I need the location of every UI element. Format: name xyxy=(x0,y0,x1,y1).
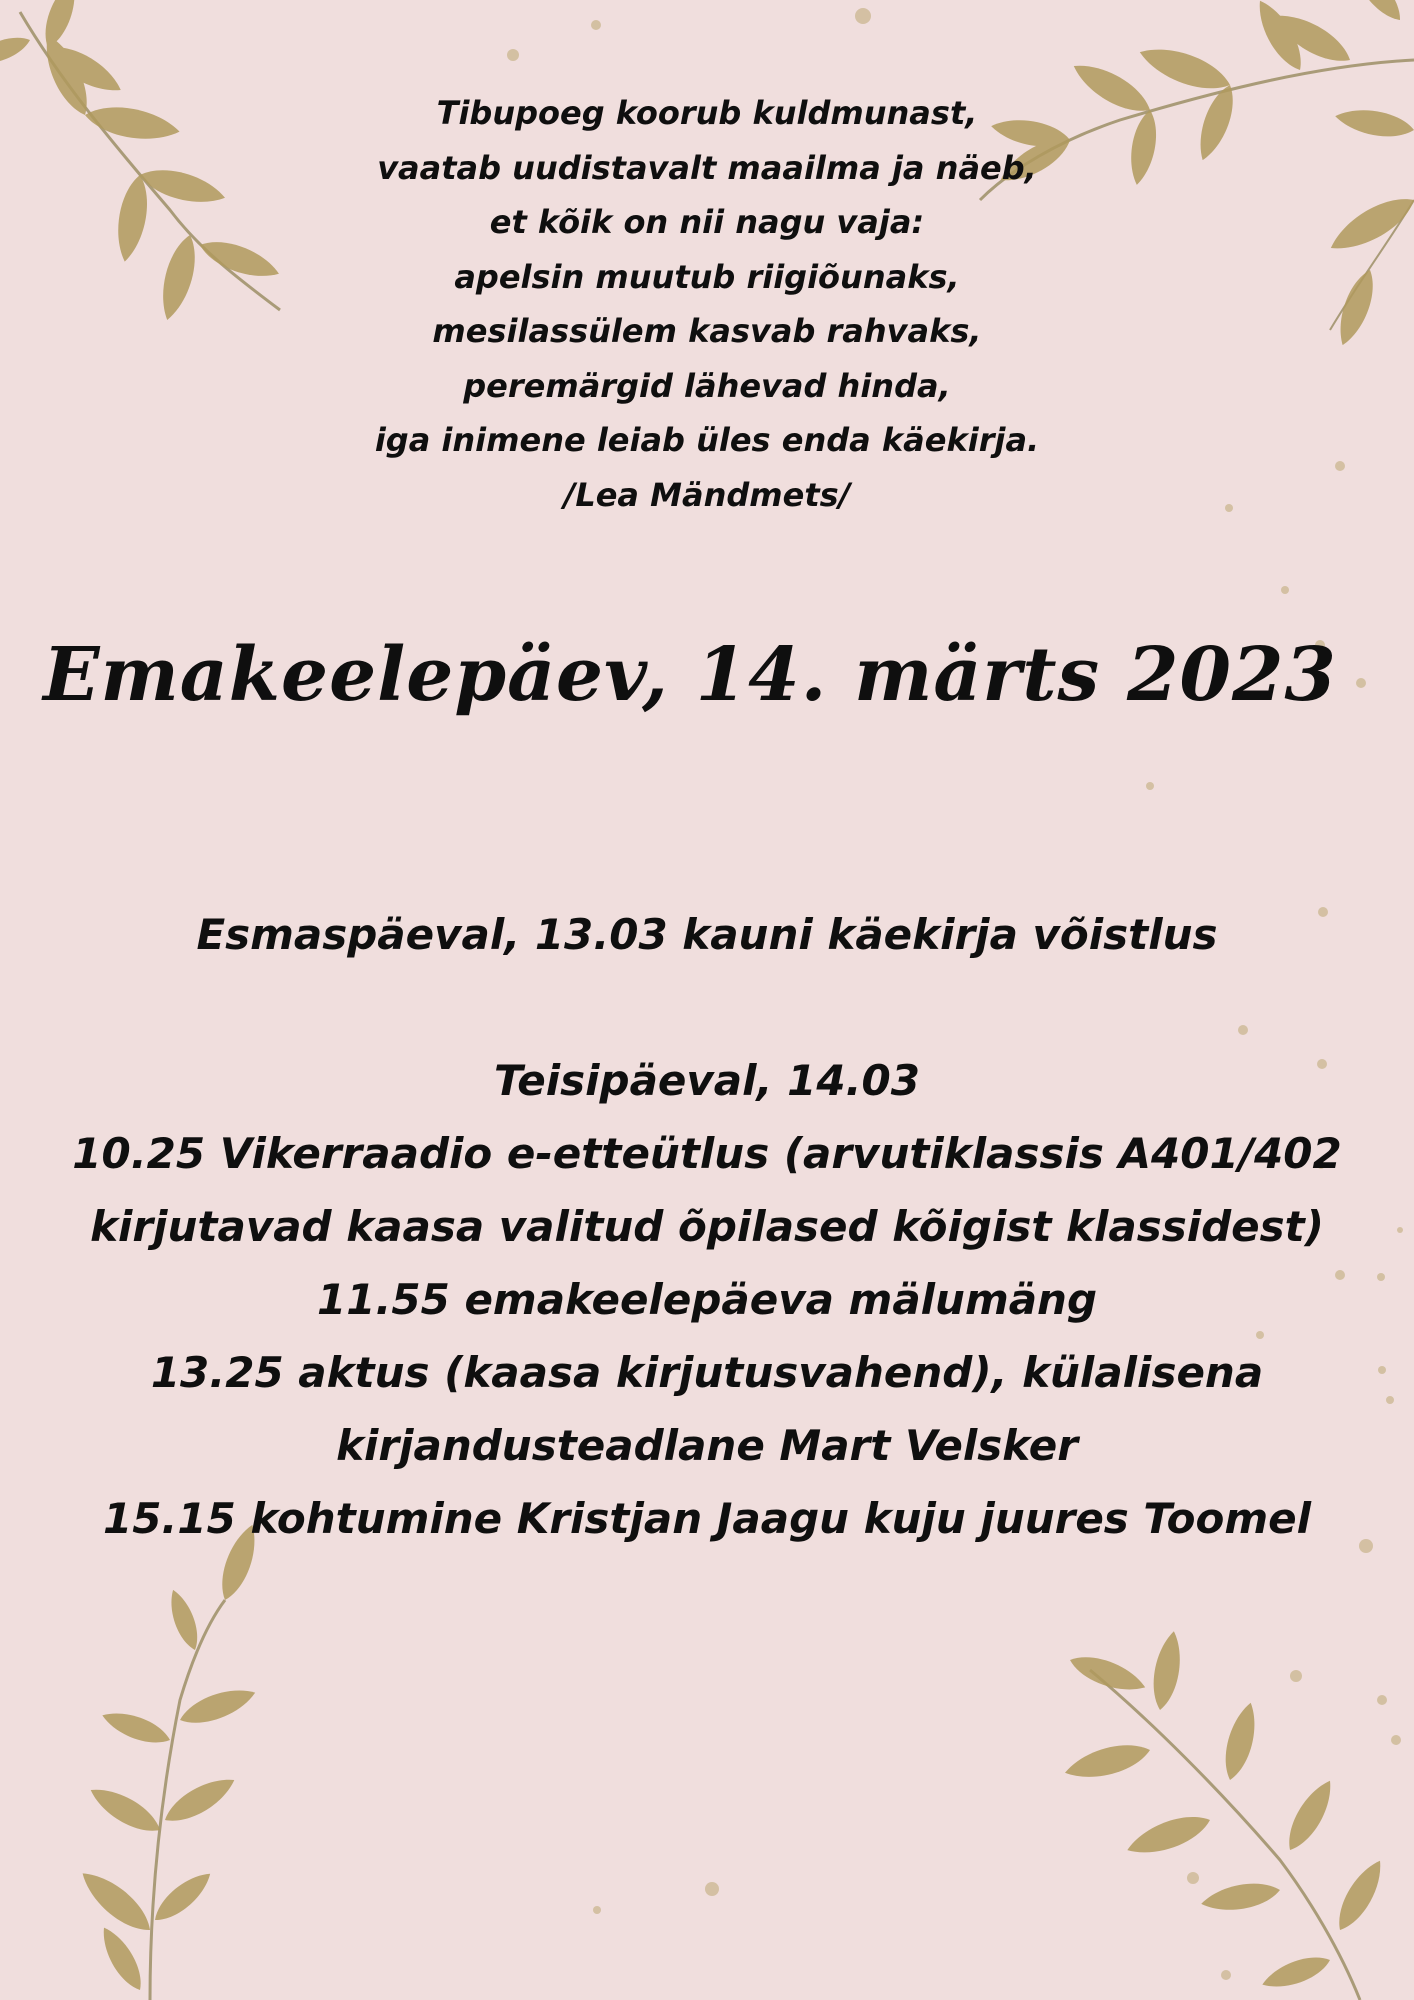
bottom-left-branch xyxy=(74,1521,264,2000)
poem-line: apelsin muutub riigiõunaks, xyxy=(454,257,960,296)
schedule-item: 11.55 emakeelepäeva mälumäng xyxy=(316,1275,1098,1324)
poem xyxy=(0,86,1414,522)
spacer xyxy=(0,971,1414,1044)
schedule-item: 13.25 aktus (kaasa kirjutusvahend), külalisena xyxy=(150,1348,1264,1397)
schedule-item: 10.25 Vikerraadio e-etteütlus (arvutiklassis A401/402 xyxy=(72,1129,1342,1178)
poem-line: peremärgid lähevad hinda, xyxy=(463,366,951,405)
page-title: Emakeelepäev, 14. märts 2023 xyxy=(43,632,1337,718)
monday-event: Esmaspäeval, 13.03 kauni käekirja võistlus xyxy=(196,910,1218,959)
schedule-item: kirjutavad kaasa valitud õpilased kõigist klassidest) xyxy=(90,1202,1324,1251)
poem-line: iga inimene leiab üles enda käekirja. xyxy=(374,421,1040,459)
schedule-item: kirjandusteadlane Mart Velsker xyxy=(336,1421,1078,1470)
bottom-right-branch xyxy=(1062,1629,1391,2000)
event-schedule xyxy=(0,898,1414,1555)
tuesday-heading: Teisipäeval, 14.03 xyxy=(494,1056,920,1105)
poem-line: Tibupoeg koorub kuldmunast, xyxy=(436,94,978,132)
schedule-item: 15.15 kohtumine Kristjan Jaagu kuju juures Toomel xyxy=(102,1494,1312,1543)
poem-author: /Lea Mändmets/ xyxy=(563,475,851,514)
poem-line: et kõik on nii nagu vaja: xyxy=(489,203,925,241)
poem-line: mesilassülem kasvab rahvaks, xyxy=(432,312,982,350)
poem-line: vaatab uudistavalt maailma ja näeb, xyxy=(377,148,1037,187)
